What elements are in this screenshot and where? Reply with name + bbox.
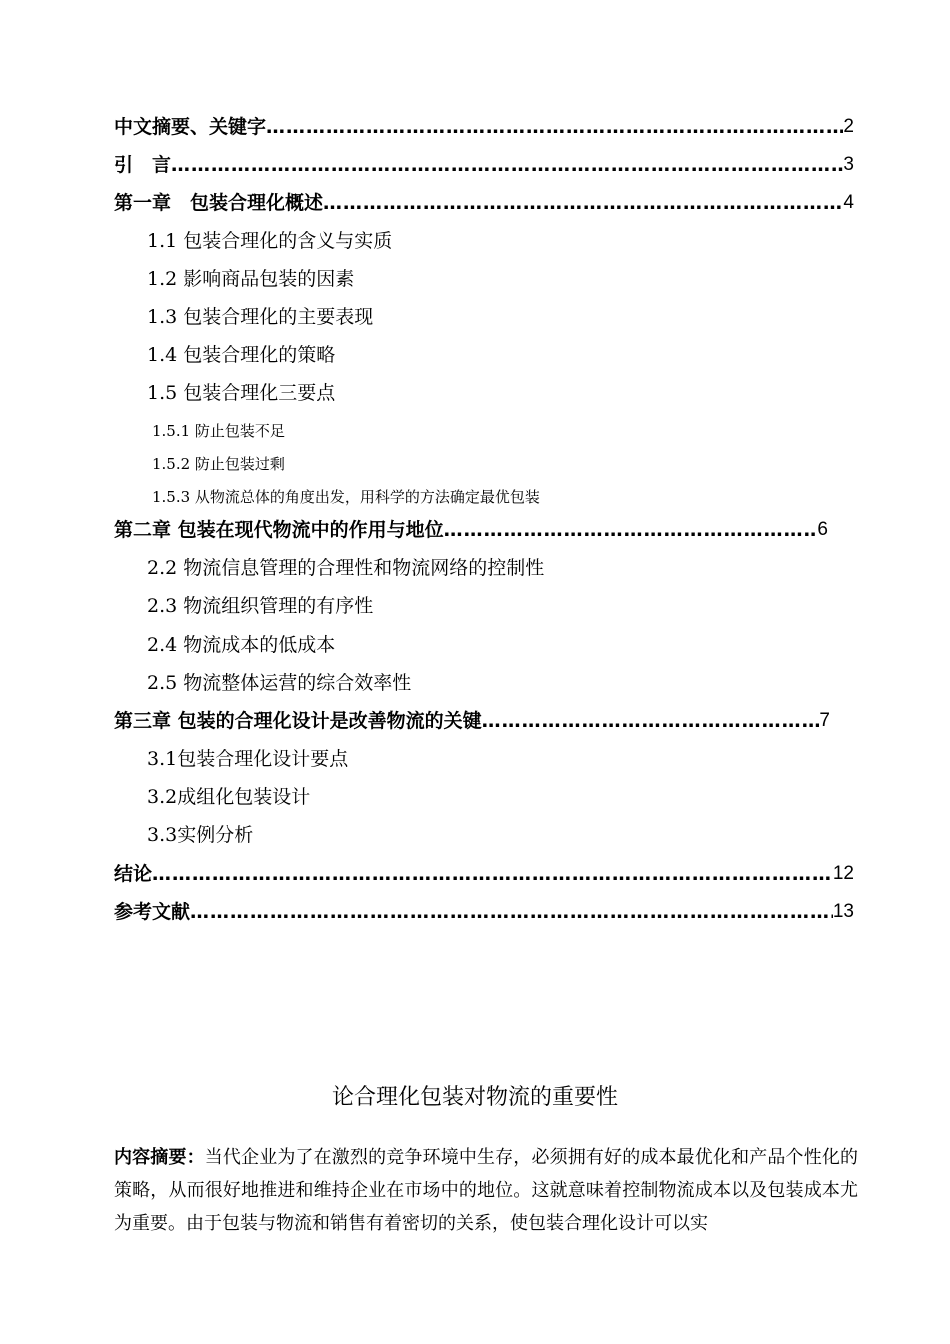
toc-page-number: 4 [843, 192, 854, 213]
toc-entry[interactable] [114, 188, 854, 218]
toc-section[interactable]: 2.2 物流信息管理的合理性和物流网络的控制性 [147, 557, 545, 579]
toc-subsection[interactable]: 1.5.2 防止包装过剩 [152, 455, 285, 473]
toc-section[interactable]: 1.1 包装合理化的含义与实质 [147, 230, 393, 252]
toc-section[interactable]: 2.4 物流成本的低成本 [147, 634, 336, 656]
toc-section[interactable]: 1.3 包装合理化的主要表现 [147, 306, 374, 328]
toc-leader-dots [323, 188, 843, 218]
toc-page-number: 6 [817, 519, 828, 540]
toc-entry-title: 引 言 [114, 154, 172, 176]
toc-subsection[interactable]: 1.5.1 防止包装不足 [152, 422, 285, 440]
toc-page-number: 12 [832, 863, 854, 884]
abstract-label: 内容摘要： [114, 1147, 205, 1168]
toc-page-number: 7 [819, 710, 830, 731]
abstract-text: 当代企业为了在激烈的竞争环境中生存，必须拥有好的成本最优化和产品个性化的策略，从而很好地推进和维持企业在市场中的地位。这就意味着控制物流成本以及包装成本尤为重要。由于包装与物流和销售有着密切的关系，使包装合理化设计可以实 [114, 1147, 858, 1234]
toc-section[interactable]: 2.5 物流整体运营的综合效率性 [147, 672, 412, 694]
toc-leader-dots [190, 897, 833, 927]
toc-section[interactable]: 1.2 影响商品包装的因素 [147, 268, 355, 290]
toc-entry-title: 第三章 包装的合理化设计是改善物流的关键 [114, 710, 482, 732]
toc-leader-dots [266, 112, 843, 142]
toc-entry-title: 第二章 包装在现代物流中的作用与地位 [114, 519, 444, 541]
toc-entry[interactable] [114, 515, 828, 545]
toc-entry-title: 参考文献 [114, 901, 191, 923]
toc-leader-dots [482, 706, 820, 736]
toc-entry-title: 第一章 包装合理化概述 [114, 192, 324, 214]
toc-section[interactable]: 3.2成组化包装设计 [147, 786, 311, 808]
article-title: 论合理化包装对物流的重要性 [331, 1085, 618, 1110]
toc-section[interactable]: 3.3实例分析 [147, 824, 254, 846]
toc-page-number: 13 [832, 901, 854, 922]
toc-page-number: 3 [843, 154, 854, 175]
toc-section[interactable]: 1.4 包装合理化的策略 [147, 344, 336, 366]
toc-entry[interactable] [114, 706, 830, 736]
toc-section[interactable]: 3.1包装合理化设计要点 [147, 748, 349, 770]
toc-entry[interactable] [114, 112, 854, 142]
toc-entry[interactable] [114, 859, 854, 889]
toc-subsection[interactable]: 1.5.3 从物流总体的角度出发，用科学的方法确定最优包装 [152, 488, 540, 506]
toc-section[interactable]: 2.3 物流组织管理的有序性 [147, 595, 374, 617]
toc-page-number: 2 [843, 116, 854, 137]
toc-entry[interactable] [114, 897, 854, 927]
toc-section[interactable]: 1.5 包装合理化三要点 [147, 382, 336, 404]
toc-entry-title: 结论 [114, 863, 153, 885]
toc-entry-title: 中文摘要、关键字 [114, 116, 267, 138]
abstract-paragraph [114, 1141, 858, 1240]
toc-leader-dots [152, 859, 833, 889]
toc-entry[interactable] [114, 150, 854, 180]
toc-leader-dots [171, 150, 843, 180]
toc-leader-dots [444, 515, 818, 545]
